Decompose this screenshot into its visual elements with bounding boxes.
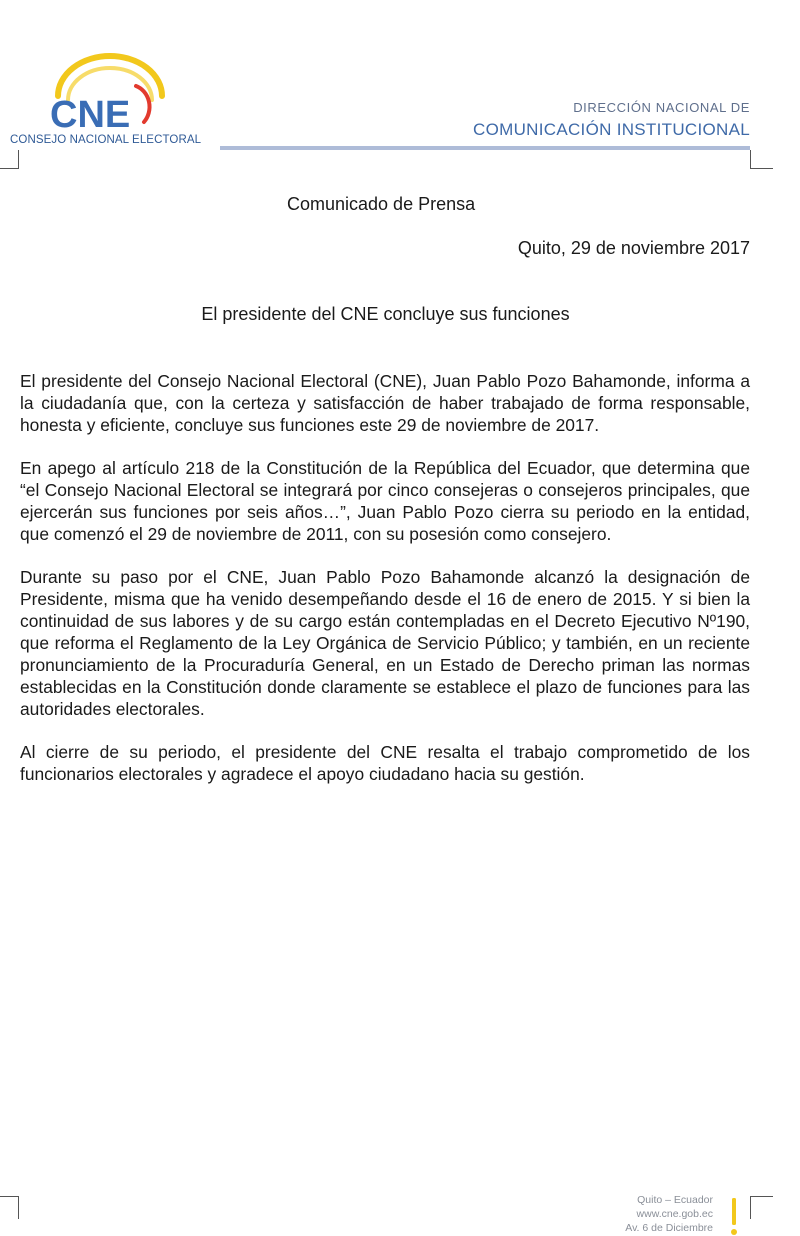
paragraph-4: Al cierre de su periodo, el presidente del CNE resalta el trabajo comprometido de los funcionarios electorales y agradece el apoyo ciudadano hacia su gestión. (20, 742, 750, 784)
footer-city: Quito – Ecuador (637, 1194, 713, 1206)
department-line-2: COMUNICACIÓN INSTITUCIONAL (473, 120, 750, 139)
footer-website: www.cne.gob.ec (636, 1208, 713, 1220)
logo-wordmark: CNE (50, 94, 131, 132)
cne-logo (8, 52, 208, 152)
document-type: Comunicado de Prensa (287, 194, 476, 214)
header-divider (220, 146, 750, 150)
document-body (20, 370, 750, 806)
cne-logo-icon (44, 52, 174, 132)
paragraph-3: Durante su paso por el CNE, Juan Pablo Pozo Bahamonde alcanzó la designación de Presidente, misma que ha venido desempeñando desde el 16 de enero de 2015. Y si bien la continuidad de sus labores y de su cargo están contempladas en el Decreto Ejecutivo Nº190, que reforma el Reglamento de la Ley Orgánica de Servicio Público; y también, en un reciente pronunciamiento de la Procuraduría General, en un Estado de Derecho priman las normas establecidas en la Constitución donde claramente se establece el plazo de funciones para las autoridades electorales. (20, 567, 750, 719)
department-line-1: DIRECCIÓN NACIONAL DE (573, 100, 750, 115)
corner-mark-bottom-right (750, 1196, 773, 1219)
exclamation-mark-icon (730, 1198, 738, 1236)
corner-mark-top-right (750, 150, 773, 169)
logo-caption: CONSEJO NACIONAL ELECTORAL (10, 134, 202, 146)
paragraph-2: En apego al artículo 218 de la Constitución de la República del Ecuador, que determina que “el Consejo Nacional Electoral se integrará por cinco consejeras o consejeros principales, que ejercerán sus funciones por seis años…”, Juan Pablo Pozo cierra su periodo en la entidad, que comenzó el 29 de noviembre de 2011, con su posesión como consejero. (20, 458, 750, 544)
footer-address (625, 1193, 713, 1235)
document-date: Quito, 29 de noviembre 2017 (517, 238, 750, 258)
paragraph-1: El presidente del Consejo Nacional Electoral (CNE), Juan Pablo Pozo Bahamonde, informa a la ciudadanía que, con la certeza y satisfacción de haber trabajado de forma responsable, honesta y eficiente, concluye sus funciones este 29 de noviembre de 2017. (20, 371, 750, 435)
footer-street: Av. 6 de Diciembre (625, 1222, 713, 1234)
document-headline: El presidente del CNE concluye sus funciones (201, 304, 570, 324)
corner-mark-bottom-left (0, 1196, 19, 1219)
corner-mark-top-left (0, 150, 19, 169)
